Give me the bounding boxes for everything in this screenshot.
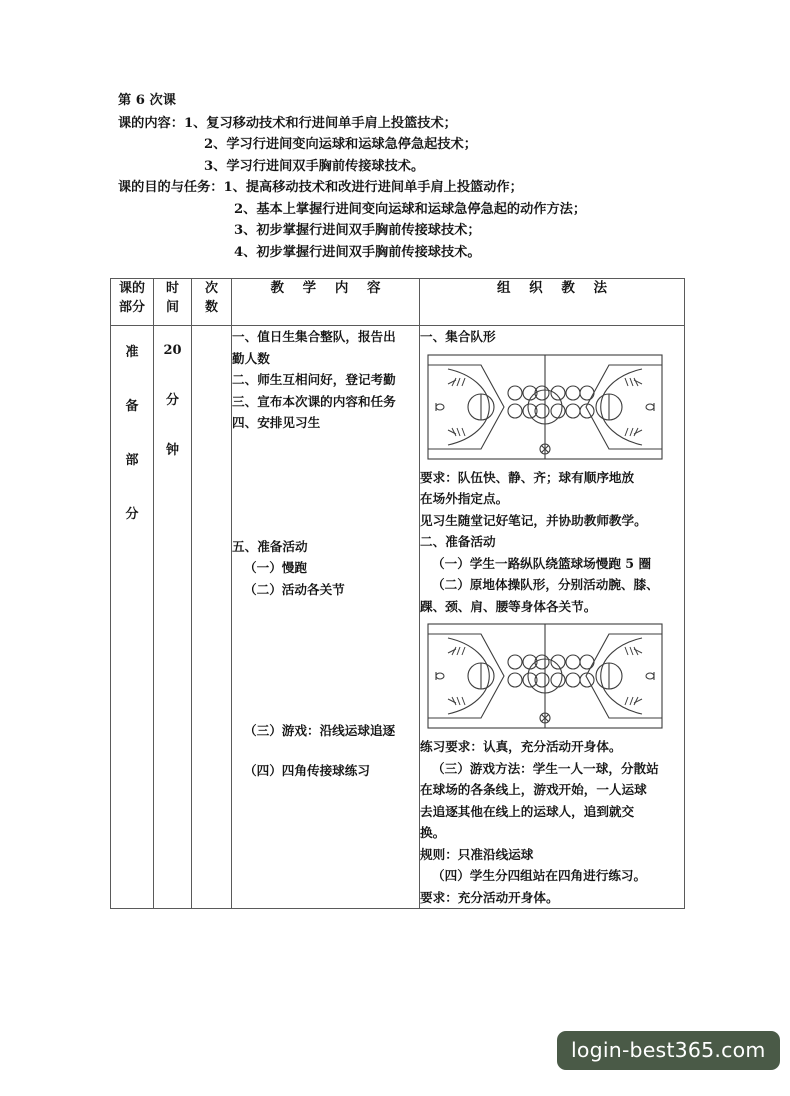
org-prep-b1: （二）原地体操队形，分别活动腕、膝、: [432, 577, 659, 592]
org-prep-a: （一）学生一路纵队绕篮球场慢跑 5 圈: [432, 555, 652, 571]
teaching-item-3: 三、宣布本次课的内容和任务: [232, 393, 396, 409]
teaching-item-5a: （一）慢跑: [244, 560, 307, 575]
goal-label: 课的目的与任务：: [118, 180, 224, 195]
site-watermark: login-best365.com: [557, 1031, 780, 1070]
goal-item-2: 2、基本上掌握行进间变向运球和运球急停急起的动作方法；: [234, 201, 587, 217]
header-count-line2: 数: [204, 300, 218, 315]
org-requirement-1a: 要求：队伍快、静、齐；球有顺序地放: [420, 469, 635, 485]
time-value: 20: [163, 343, 182, 358]
cell-lesson-part: [111, 326, 154, 909]
org-requirement-2: 见习生随堂记好笔记，并协助教师教学。: [420, 512, 647, 528]
cell-organization-method: [420, 326, 685, 909]
basketball-court-diagram-2: [420, 617, 684, 736]
teaching-item-2: 二、师生互相问好，登记考勤: [232, 372, 396, 387]
header-time-line2: 间: [165, 300, 179, 315]
goal-item-1: 1、提高移动技术和改进行进间单手肩上投篮动作；: [223, 180, 523, 195]
part-char-2: 备: [125, 399, 139, 414]
header-part-line1: 课的: [118, 281, 145, 296]
teaching-item-1-cont: 勤人数: [232, 350, 270, 366]
org-heading-2: 二、准备活动: [420, 534, 496, 549]
header-cell-time: [154, 279, 192, 326]
teaching-item-4: 四、安排见习生: [232, 415, 321, 430]
content-item-3: 3、学习行进间双手胸前传接球技术。: [204, 158, 425, 174]
table-header-row: [111, 279, 685, 326]
org-game-line-3: 去追逐其他在线上的运球人，追到就交: [420, 803, 635, 819]
part-char-1: 准: [125, 345, 139, 360]
org-game-rule: 规则：只准沿线运球: [420, 846, 534, 862]
header-cell-count: [192, 279, 232, 326]
content-item-2: 2、学习行进间变向运球和运球急停急起技术；: [204, 137, 477, 152]
goal-item-4: 4、初步掌握行进间双手胸前传接球技术。: [234, 244, 481, 260]
court-svg-2: [426, 622, 664, 730]
org-prep-b2: 踝、颈、肩、腰等身体各关节。: [420, 598, 597, 614]
teaching-spacer-3: [232, 702, 419, 720]
org-heading-1: 一、集合队形: [420, 329, 496, 344]
header-cell-organization-method: 组 织 教 法: [420, 279, 685, 326]
org-requirement-1b: 在场外指定点。: [420, 491, 509, 506]
time-unit-2: 钟: [165, 443, 179, 458]
cell-repetitions: [192, 326, 232, 909]
goal-item-3: 3、初步掌握行进间双手胸前传接球技术；: [234, 223, 481, 238]
header-cell-teaching-content: 教 学 内 容: [232, 279, 420, 326]
basketball-court-diagram-1: [420, 348, 684, 467]
cell-teaching-content: [232, 326, 420, 909]
lesson-plan-table: [110, 278, 685, 909]
teaching-item-1: 一、值日生集合整队，报告出: [232, 329, 396, 344]
part-char-3: 部: [125, 453, 139, 468]
lesson-number: 第 6 次课: [118, 93, 176, 108]
header-cell-part: [111, 279, 154, 326]
teaching-spacer-2: [232, 600, 419, 702]
teaching-spacer-1: [232, 434, 419, 536]
teaching-item-5: 五、准备活动: [232, 538, 308, 554]
table-row: [111, 326, 685, 909]
lesson-goal-line-1: [118, 177, 678, 199]
org-game-line-4: 换。: [420, 825, 446, 840]
lesson-content-line-1: [118, 113, 678, 135]
time-unit-1: 分: [165, 393, 179, 408]
part-char-4: 分: [125, 507, 139, 522]
content-item-1: 1、复习移动技术和行进间单手肩上投篮技术；: [183, 115, 457, 131]
teaching-item-5c: （三）游戏：沿线运球追逐: [244, 723, 396, 738]
org-final-requirement: 要求：充分活动开身体。: [420, 889, 559, 905]
teaching-item-5d: （四）四角传接球练习: [244, 762, 370, 778]
org-game-line-1: （三）游戏方法：学生一人一球，分散站: [432, 760, 659, 776]
lesson-header: [118, 90, 678, 263]
cell-duration: [154, 326, 192, 909]
header-time-line1: 时: [165, 281, 179, 296]
court-svg-1: [426, 353, 664, 461]
header-part-line2: 部分: [118, 300, 145, 315]
org-game-line-2: 在球场的各条线上，游戏开始，一人运球: [420, 782, 647, 797]
content-label: 课的内容：: [118, 115, 184, 131]
org-four-corner: （四）学生分四组站在四角进行练习。: [432, 868, 647, 883]
teaching-item-5b: （二）活动各关节: [244, 581, 345, 597]
header-count-line1: 次: [204, 281, 218, 296]
teaching-spacer-4: [232, 742, 419, 760]
org-practice-requirement: 练习要求：认真，充分活动开身体。: [420, 739, 622, 754]
